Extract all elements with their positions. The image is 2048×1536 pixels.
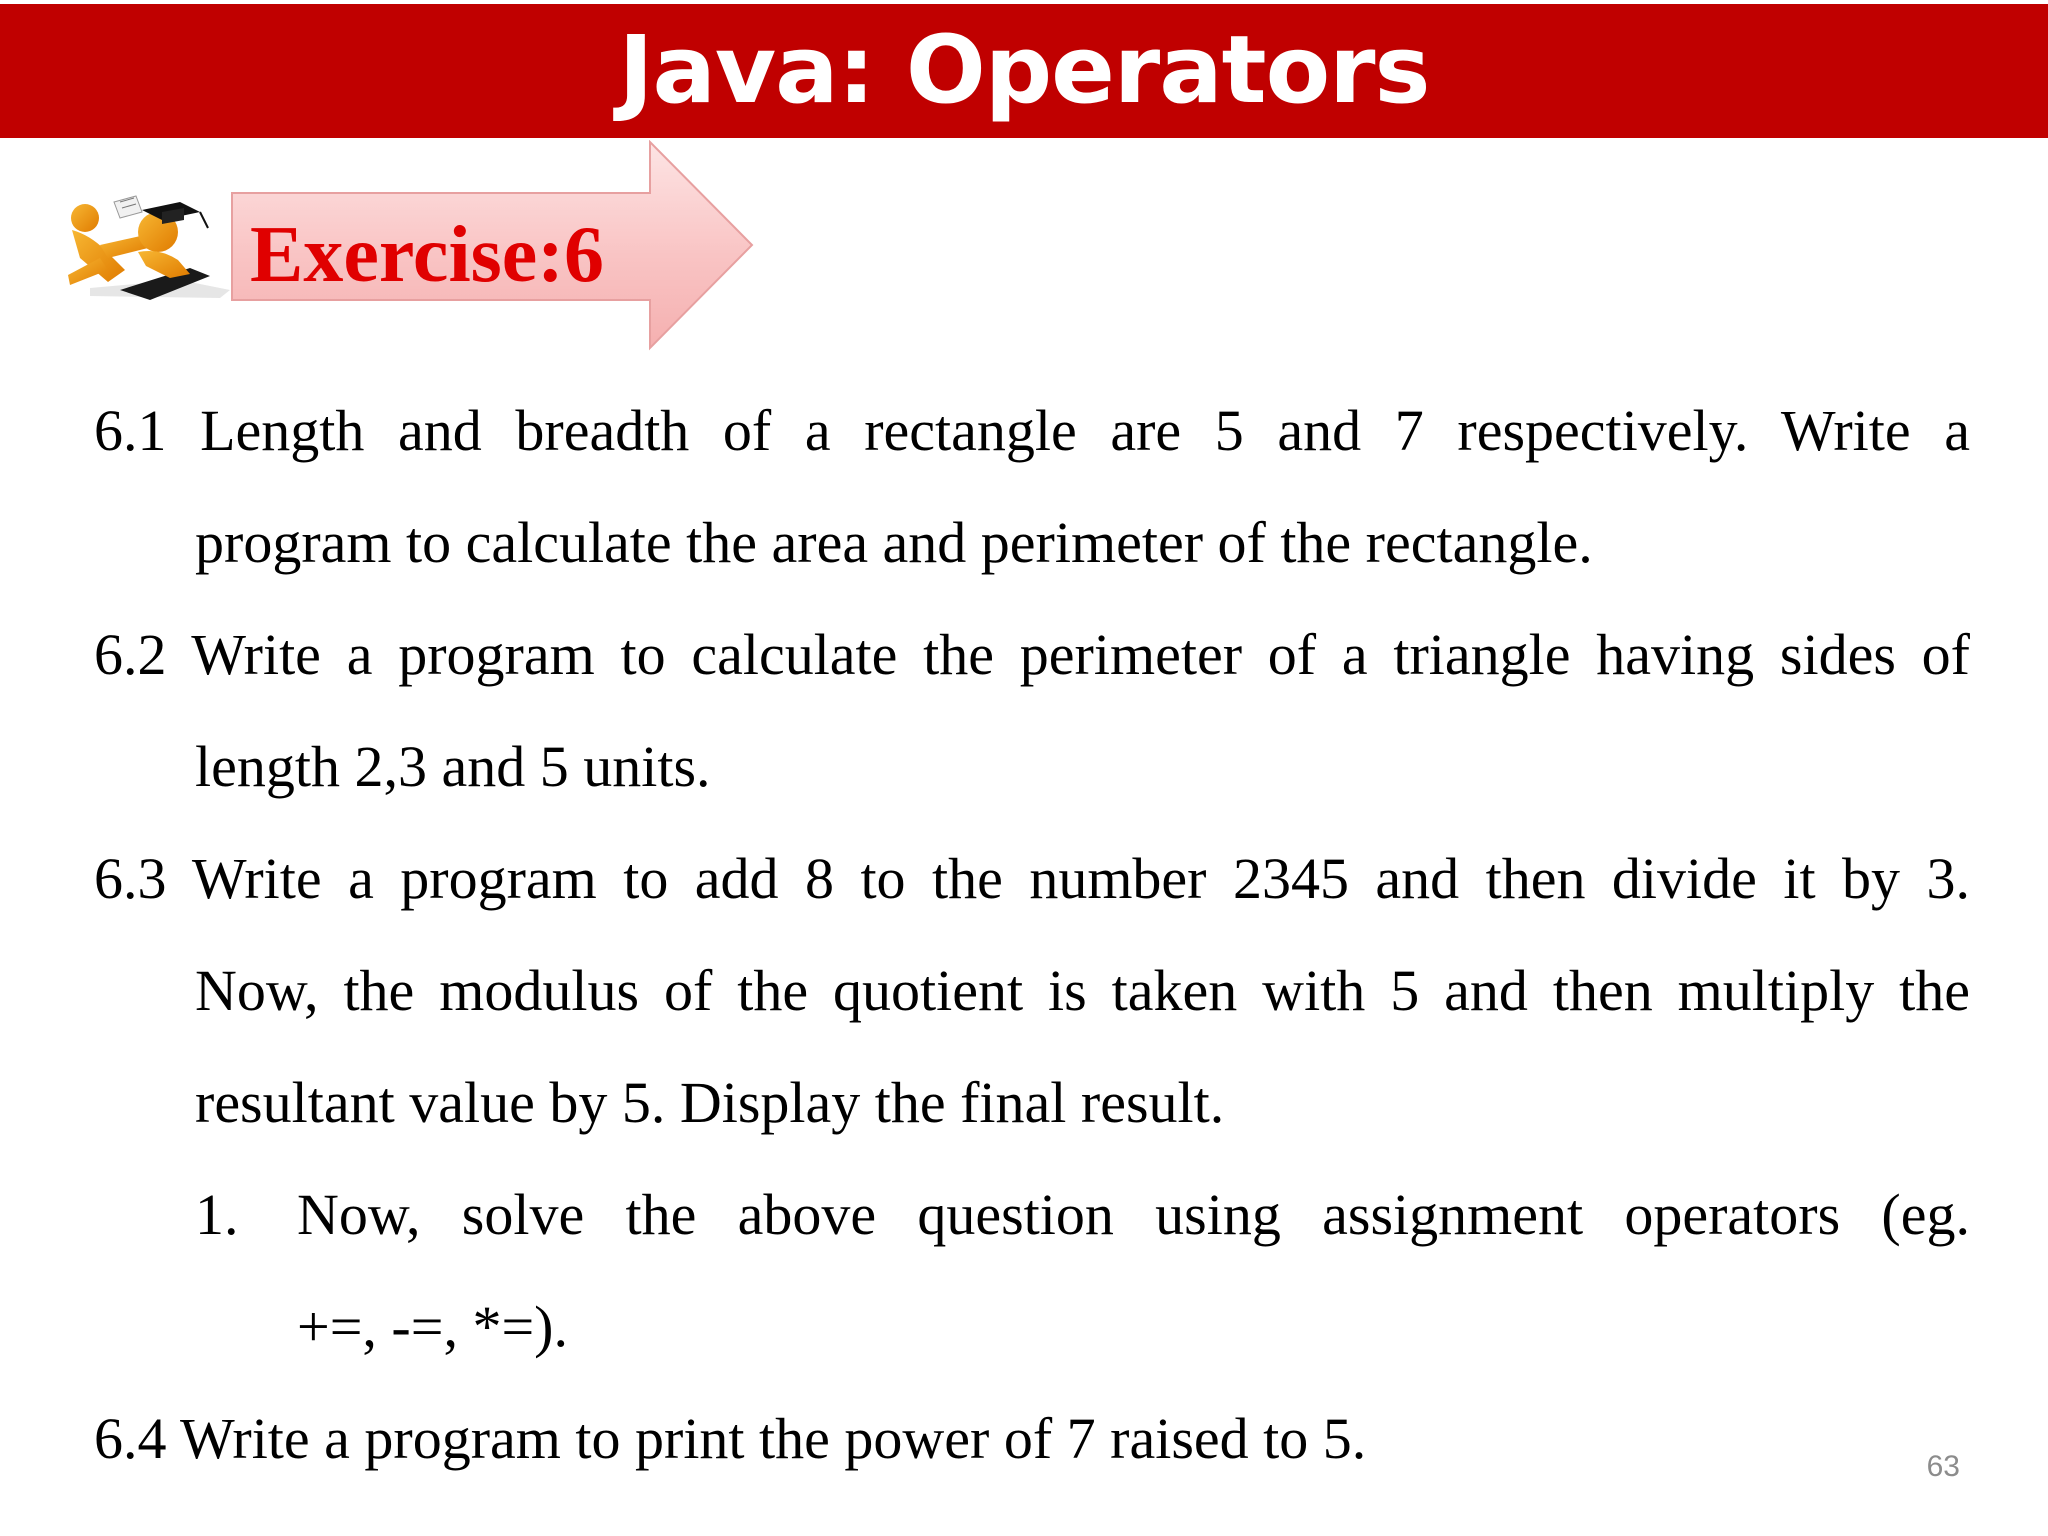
exercise-6-3-line-1: 6.3 Write a program to add 8 to the number 2345 and then divide it by 3. [94, 846, 1970, 911]
exercise-6-1-line-2: program to calculate the area and perimeter of the rectangle. [195, 510, 1593, 575]
slide-title: Java: Operators [618, 16, 1430, 125]
exercise-label: Exercise:6 [250, 211, 604, 299]
exercise-6-2-line-1: 6.2 Write a program to calculate the perimeter of a triangle having sides of [94, 622, 1970, 687]
exercise-6-3-line-2: Now, the modulus of the quotient is taken with 5 and then multiply the [195, 958, 1970, 1023]
exercise-6-3-line-3: resultant value by 5. Display the final result. [195, 1070, 1225, 1135]
exercise-6-2-line-2: length 2,3 and 5 units. [195, 734, 711, 799]
student-reading-icon [68, 196, 230, 300]
page-number: 63 [1926, 1450, 1960, 1483]
sub-item-number: 1. [195, 1182, 239, 1247]
exercise-6-4-line-1: 6.4 Write a program to print the power of 7 raised to 5. [94, 1406, 1367, 1471]
sub-item-line-2: +=, -=, *=). [297, 1294, 568, 1359]
exercise-6-1-line-1: 6.1 Length and breadth of a rectangle are 5 and 7 respectively. Write a [94, 398, 1970, 463]
sub-item-line-1: Now, solve the above question using assignment operators (eg. [297, 1182, 1970, 1247]
